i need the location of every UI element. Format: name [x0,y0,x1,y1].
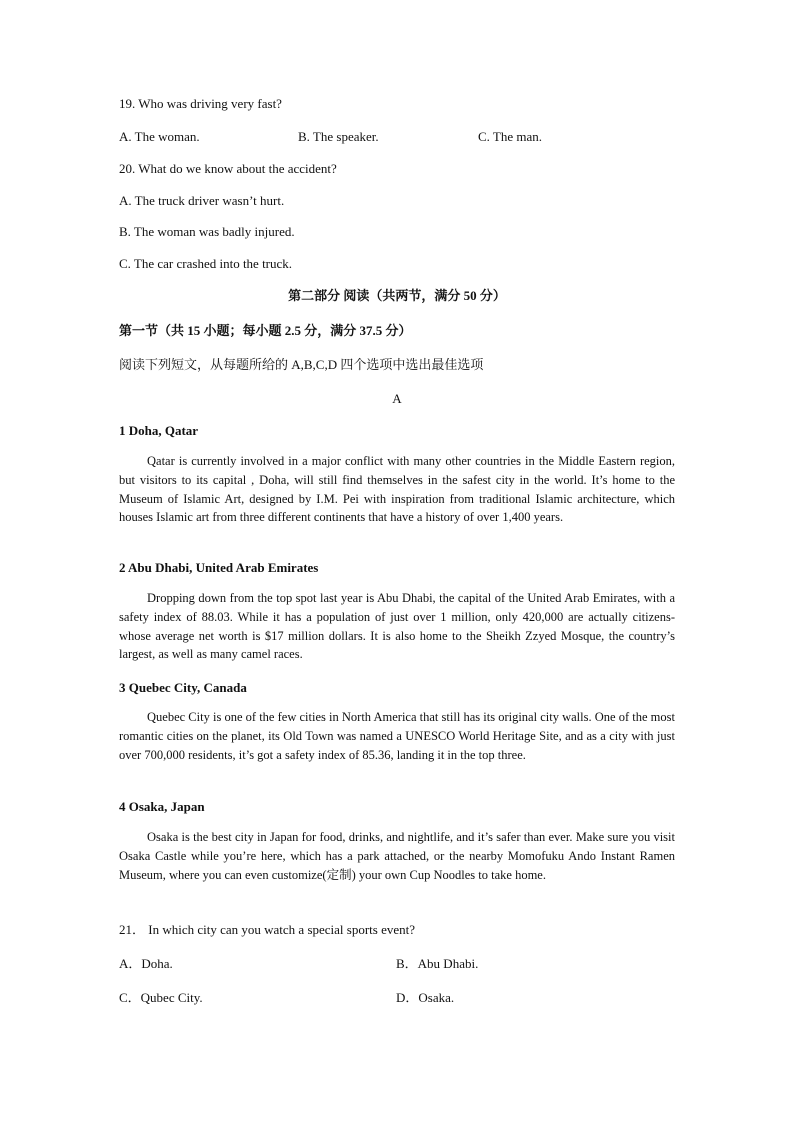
item-4-heading: 4 Osaka, Japan [119,799,205,814]
section1-title: 第一节（共 15 小题；每小题 2.5 分，满分 37.5 分） [119,323,412,338]
item-4-text: Osaka is the best city in Japan for food, drinks, and nightlife, and it’s safer than ever. Make sure you visit Osaka Castle while you’re here, which has a park attached, or the nearby Momofuku Ando Instant Ramen Museum, where you can even customize(定制) your own Cup Noodles to take home. [119,830,675,882]
question-20: 20. What do we know about the accident? [119,161,337,176]
q20-option-a: A. The truck driver wasn’t hurt. [119,193,285,208]
q19-option-a: A. The woman. [119,129,200,144]
item-2-text: Dropping down from the top spot last year is Abu Dhabi, the capital of the United Arab Emirates, with a safety index of 88.03. While it has a population of just over 1 million, only 420,000 are actually citizens-whose average net worth is $17 million dollars. It is also home to the Sheikh Zzyed Mosque, the country’s largest, as well as many camel races. [119,591,675,662]
q21-option-a: A．Doha. [119,956,173,971]
q21-option-d: D．Osaka. [396,990,455,1005]
q19-option-b: B. The speaker. [298,129,379,144]
item-3-heading: 3 Quebec City, Canada [119,680,247,695]
item-1-heading: 1 Doha, Qatar [119,423,199,438]
q19-option-c: C. The man. [478,129,543,144]
item-2-heading: 2 Abu Dhabi, United Arab Emirates [119,560,319,575]
question-19: 19. Who was driving very fast? [119,96,282,111]
q20-option-c: C. The car crashed into the truck. [119,256,293,271]
item-1-text: Qatar is currently involved in a major conflict with many other countries in the Middle Eastern region, but visitors to its capital , Doha, will still find themselves in the safest city in the world. It’s home to the Museum of Islamic Art, designed by I.M. Pei with inspiration from traditional Islamic architecture, which houses Islamic art from three different continents that have a history of over 1,400 years. [119,454,675,525]
part2-title: 第二部分 阅读（共两节，满分 50 分） [288,288,506,303]
question-21: 21． In which city can you watch a special sports event? [119,922,416,937]
reading-instruction: 阅读下列短文，从每题所给的 A,B,C,D 四个选项中选出最佳选项 [119,357,484,372]
q21-option-b: B．Abu Dhabi. [396,956,479,971]
q21-option-c: C．Qubec City. [119,990,203,1005]
item-3-text: Quebec City is one of the few cities in North America that still has its original city walls. One of the most romantic cities on the planet, its Old Town was named a UNESCO World Heritage Site, and as a city with just over 700,000 residents, it’s got a safety index of 85.36, landing it in the top three. [119,710,675,762]
passage-label: A [392,391,402,406]
q20-option-b: B. The woman was badly injured. [119,224,295,239]
